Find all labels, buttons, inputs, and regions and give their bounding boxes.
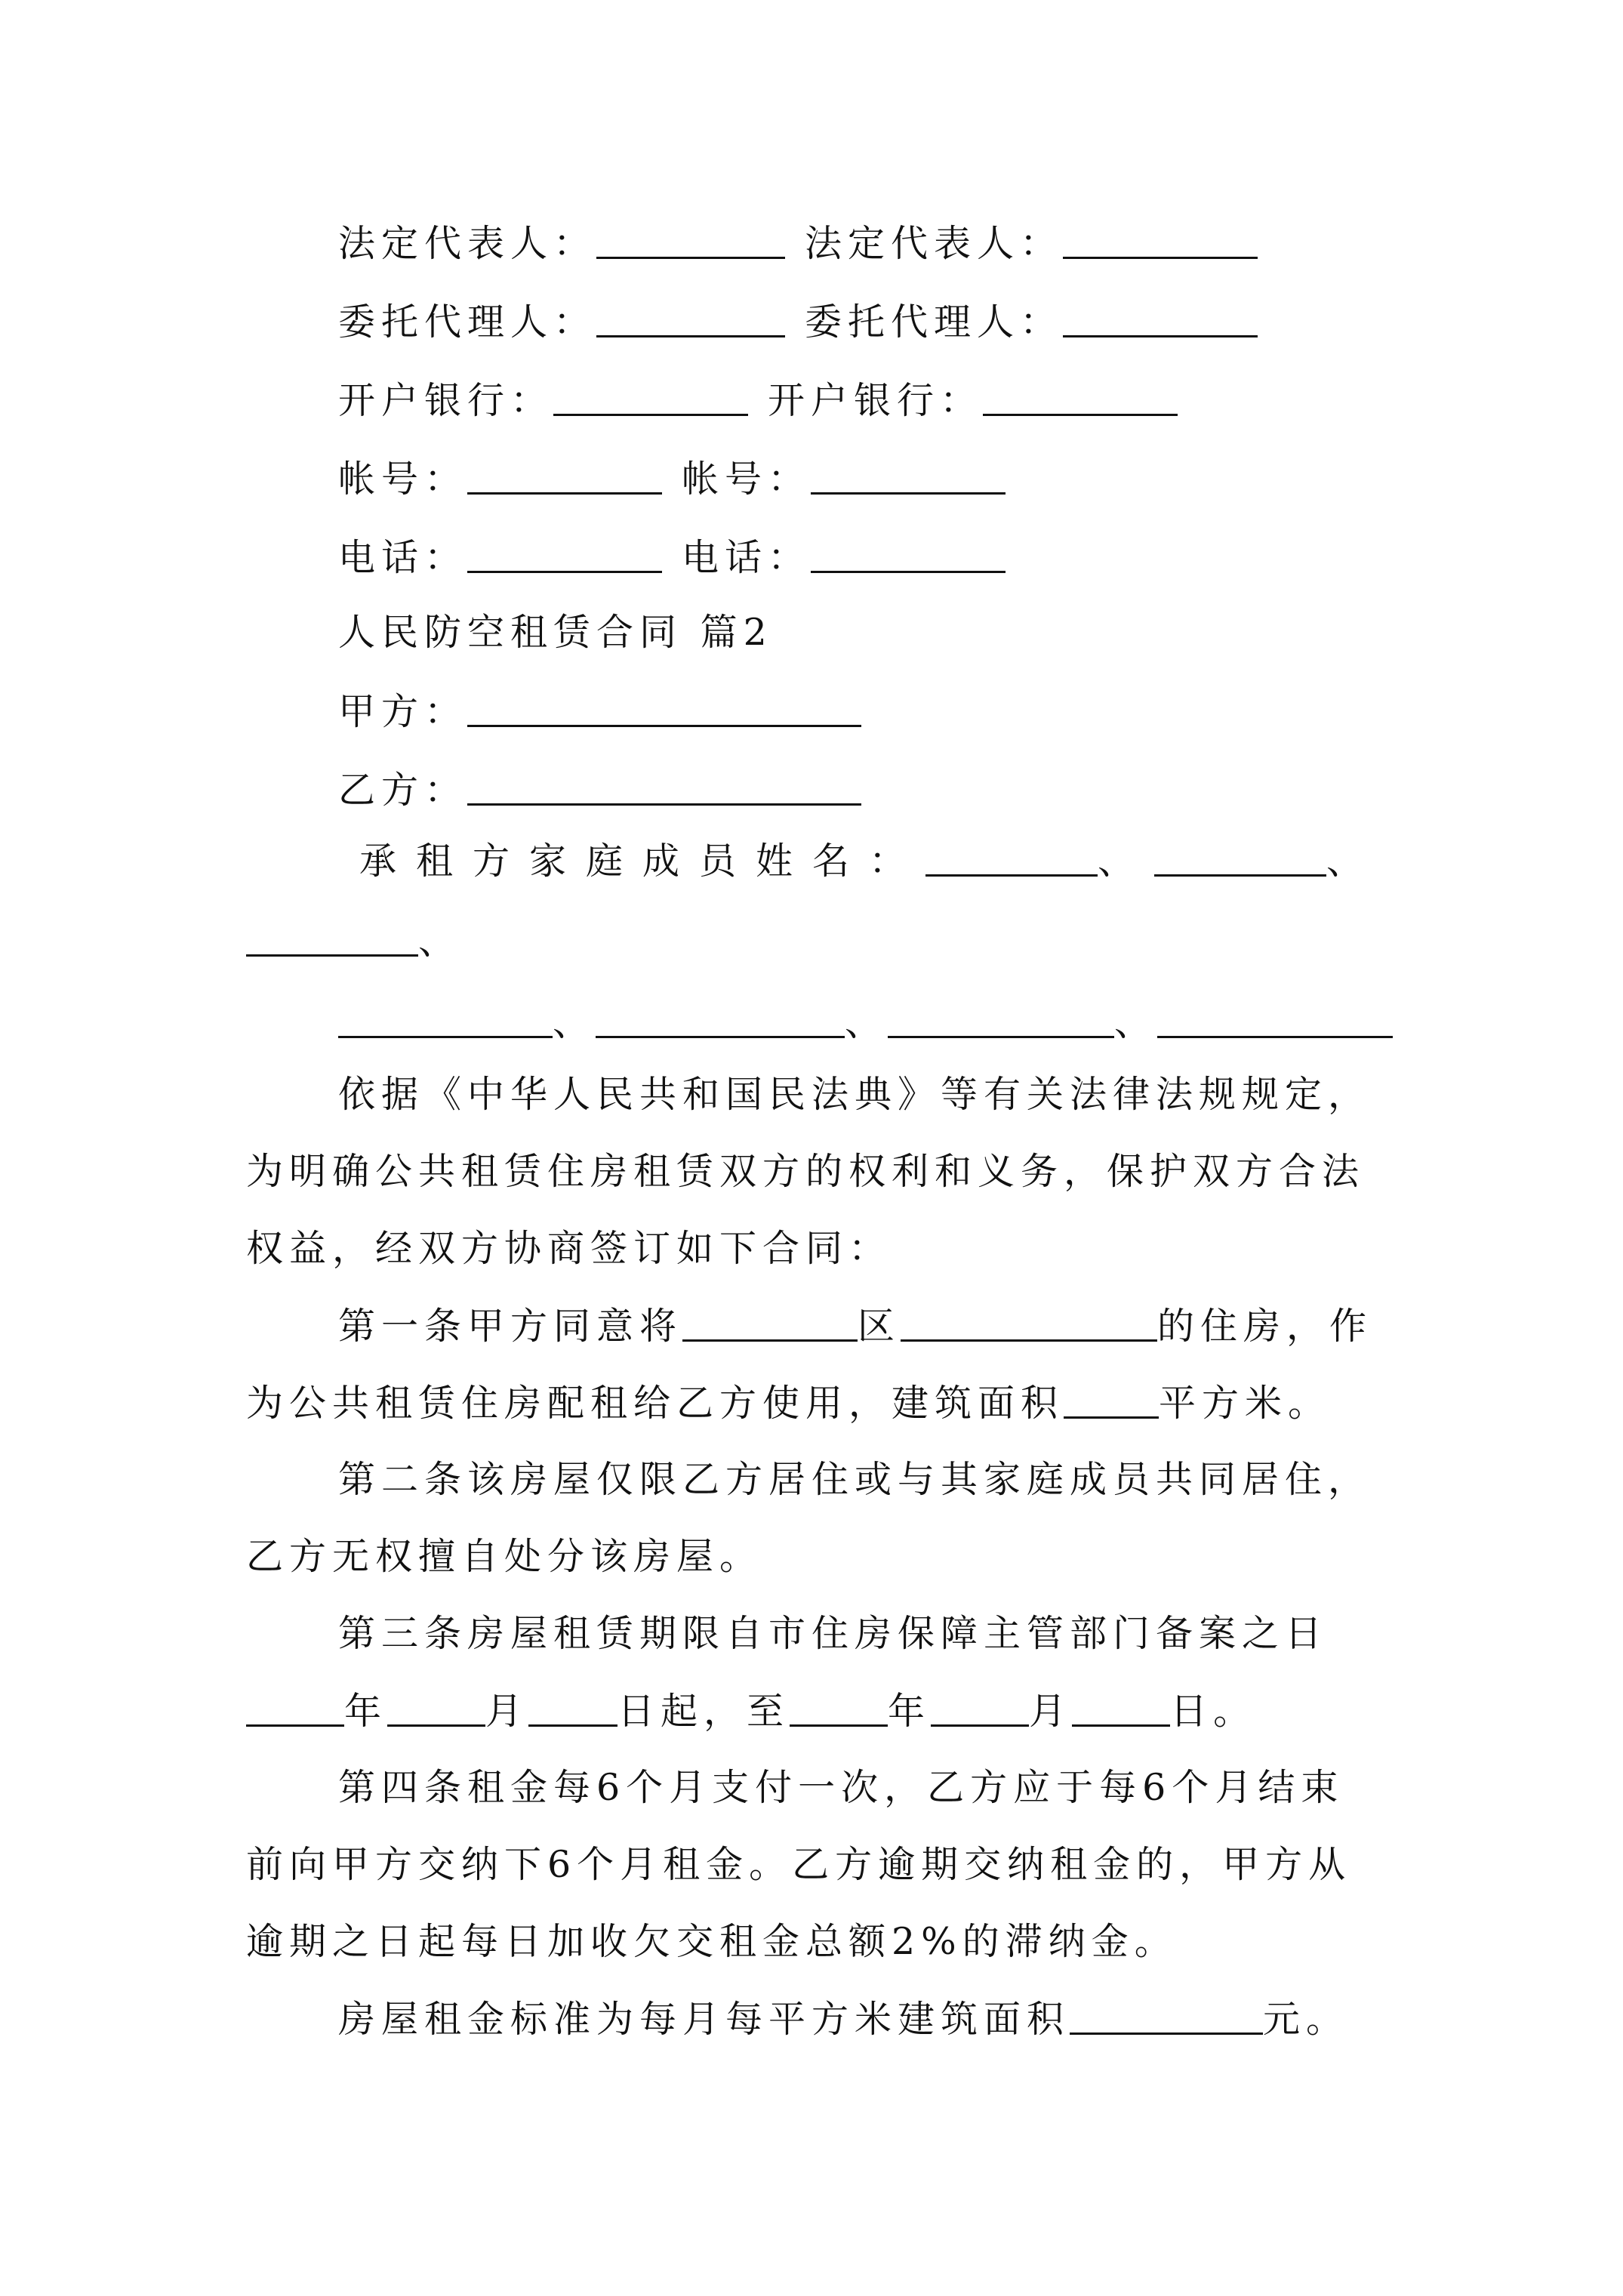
- bank-blank-right[interactable]: [983, 381, 1178, 416]
- separator: 、: [845, 1001, 888, 1044]
- party-a-label: 甲方：: [338, 690, 468, 733]
- article-4-line-1: 第四条租金每6个月支付一次，乙方应于每6个月结束: [338, 1766, 1344, 1809]
- family-member-blank-6[interactable]: [888, 1003, 1114, 1038]
- article-1-text-d: 为公共租赁住房配租给乙方使用，建筑面积: [246, 1382, 1064, 1425]
- family-members-label: 承租方家庭成员姓名：: [359, 840, 926, 883]
- separator: 、: [1114, 1001, 1158, 1044]
- family-members-row-3: [338, 1000, 1393, 1046]
- bank-label-right: 开户银行：: [768, 379, 984, 422]
- phone-blank-right[interactable]: [811, 538, 1006, 573]
- party-a-blank[interactable]: [467, 692, 861, 727]
- article-1-line-2: [246, 1380, 1331, 1426]
- end-year-blank[interactable]: [790, 1691, 888, 1727]
- start-day-blank[interactable]: [528, 1691, 617, 1727]
- phone-row: [338, 535, 1006, 581]
- family-member-blank-4[interactable]: [338, 1003, 553, 1038]
- address-blank[interactable]: [901, 1306, 1157, 1342]
- article-3-line-1: 第三条房屋租赁期限自市住房保障主管部门备案之日: [338, 1612, 1329, 1655]
- party-a-row: [338, 689, 861, 735]
- article-1-text-a: 第一条甲方同意将: [338, 1305, 683, 1348]
- agent-blank-left[interactable]: [596, 302, 785, 337]
- article-4-line-3: 逾期之日起每日加收欠交租金总额2%的滞纳金。: [246, 1920, 1178, 1963]
- phone-blank-left[interactable]: [467, 538, 662, 573]
- family-member-blank-2[interactable]: [1154, 841, 1326, 877]
- section-title: 人民防空租赁合同 篇2: [338, 611, 773, 654]
- article-1-text-e: 平方米。: [1159, 1382, 1332, 1425]
- district-blank[interactable]: [682, 1306, 858, 1342]
- agent-label-right: 委托代理人：: [805, 300, 1064, 344]
- day-end-label: 日。: [1170, 1690, 1257, 1733]
- account-label-right: 帐号：: [682, 458, 812, 501]
- intro-line-2: 为明确公共租赁住房租赁双方的权利和义务，保护双方合法: [246, 1150, 1366, 1193]
- bank-label-left: 开户银行：: [338, 379, 554, 422]
- family-member-blank-1[interactable]: [925, 841, 1098, 877]
- account-label-left: 帐号：: [338, 458, 468, 501]
- article-1-text-c: 的住房，作: [1157, 1305, 1373, 1348]
- separator: 、: [553, 1001, 596, 1044]
- agent-blank-right[interactable]: [1063, 302, 1258, 337]
- article-2-line-1: 第二条该房屋仅限乙方居住或与其家庭成员共同居住，: [338, 1458, 1372, 1501]
- family-members-row-2: [246, 918, 461, 964]
- year-label-2: 年: [888, 1690, 932, 1733]
- end-day-blank[interactable]: [1072, 1691, 1170, 1727]
- separator: 、: [418, 920, 462, 963]
- article-2-line-2: 乙方无权擅自处分该房屋。: [246, 1535, 763, 1578]
- rent-standard-line: [338, 1996, 1349, 2042]
- legal-rep-label-left: 法定代表人：: [338, 222, 597, 265]
- end-month-blank[interactable]: [931, 1691, 1029, 1727]
- month-label: 月: [485, 1690, 529, 1733]
- legal-rep-row: [338, 220, 1258, 267]
- family-member-blank-7[interactable]: [1157, 1003, 1393, 1038]
- party-b-row: [338, 767, 861, 813]
- intro-line-1: 依据《中华人民共和国民法典》等有关法律法规规定，: [338, 1073, 1372, 1116]
- bank-row: [338, 378, 1178, 424]
- rent-amount-blank[interactable]: [1070, 1999, 1263, 2035]
- start-year-blank[interactable]: [246, 1691, 344, 1727]
- party-b-blank[interactable]: [467, 770, 861, 806]
- article-1-line-1: [338, 1303, 1372, 1349]
- phone-label-right: 电话：: [682, 536, 812, 579]
- bank-blank-left[interactable]: [553, 381, 748, 416]
- agent-label-left: 委托代理人：: [338, 300, 597, 344]
- legal-rep-blank-left[interactable]: [596, 223, 785, 259]
- article-3-line-2: [246, 1688, 1256, 1734]
- intro-line-3: 权益，经双方协商签订如下合同：: [246, 1227, 892, 1270]
- phone-label-left: 电话：: [338, 536, 468, 579]
- party-b-label: 乙方：: [338, 769, 468, 812]
- year-label: 年: [344, 1690, 388, 1733]
- legal-rep-label-right: 法定代表人：: [805, 222, 1064, 265]
- article-4-line-2: 前向甲方交纳下6个月租金。乙方逾期交纳租金的，甲方从: [246, 1843, 1352, 1886]
- account-row: [338, 456, 1006, 502]
- legal-rep-blank-right[interactable]: [1063, 223, 1258, 259]
- rent-standard-text: 房屋租金标准为每月每平方米建筑面积: [338, 1998, 1070, 2041]
- account-blank-left[interactable]: [467, 459, 662, 495]
- account-blank-right[interactable]: [811, 459, 1006, 495]
- rent-standard-unit: 元。: [1263, 1998, 1350, 2041]
- family-member-blank-5[interactable]: [596, 1003, 845, 1038]
- family-members-row: [359, 838, 1383, 884]
- day-from-label: 日起，至: [617, 1690, 790, 1733]
- separator: 、: [1326, 840, 1384, 883]
- month-label-2: 月: [1029, 1690, 1073, 1733]
- area-blank[interactable]: [1064, 1383, 1159, 1419]
- agent-row: [338, 299, 1258, 345]
- separator: 、: [1098, 840, 1155, 883]
- article-1-text-b: 区: [858, 1305, 901, 1348]
- family-member-blank-3[interactable]: [246, 921, 418, 957]
- start-month-blank[interactable]: [387, 1691, 485, 1727]
